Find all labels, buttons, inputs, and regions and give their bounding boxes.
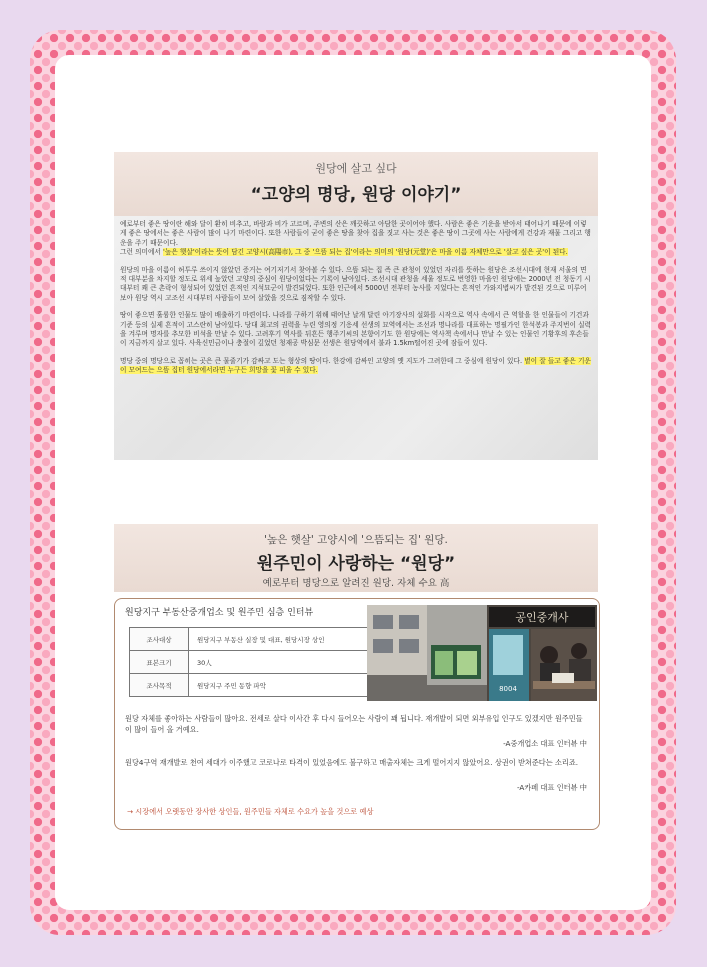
section2-subtitle: '높은 햇살' 고양시에 '으뜸되는 집' 원당.: [264, 534, 448, 546]
section1-title: “고양의 명당, 원당 이야기”: [250, 185, 462, 205]
section1-body: [114, 216, 598, 460]
table-key: 조사대상: [130, 628, 189, 651]
realtor-office-photo: [367, 605, 597, 701]
photo-number-text: 8004: [499, 685, 517, 693]
section2-header: [114, 524, 598, 592]
story-paragraph-2: 원당의 마을 이름이 허투루 쓰이지 않았던 증거는 여기저기서 찾아볼 수 있다. 으뜸 되는 집 즉 큰 관청이 있었던 자리를 뜻하는 원당은 조선시대에 현재 서울의 면적 대부분을 차지할 정도로 위세 높았던 고양의 중심이 원당이었다는 기록이 남아있다. 조선시대 관청을 세울 정도로 번영한 마을인 원당에는 2000년 전 청동기 시대부터 꽤 큰 촌락이 형성되어 있었던 흔적인 지석묘군이 발견되었다. 또한 인근에서 5000년 전부터 농사를 지었다는 흔적인 가와지볍씨가 발견된 것으로 미루어보아 원당 역시 고조선 시대부터 사람들이 모여 살았을 것으로 짐작할 수 있다.: [120, 265, 591, 302]
interview-box: [114, 598, 600, 830]
table-key: 조사목적: [130, 674, 189, 697]
highlight-text: '높은 햇살'이라는 뜻이 담긴 고양시(高陽市), 그 중 '으뜸 되는 집'이라는 의미의 '원당(元堂)'은 마을 이름 자체만으로 '살고 싶은 곳'이 된다.: [163, 248, 568, 257]
survey-title: 원당지구 부동산중개업소 및 원주민 심층 인터뷰: [125, 608, 314, 618]
section2-title: 원주민이 사랑하는 “원당”: [256, 554, 456, 574]
section1-subtitle: 원당에 살고 싶다: [315, 162, 397, 175]
conclusion-text: → 시장에서 오랫동안 장사한 상인들, 원주민들 자체로 수요가 높을 것으로 예상: [127, 807, 374, 816]
interview-quote-1: 원당 자체를 좋아하는 사람들이 많아요. 전세로 살다 이사간 후 다시 들어오는 사람이 꽤 됩니다. 재개발이 되면 외부유입 인구도 있겠지만 원주민들이 많이 들어 올 거예요.: [125, 714, 583, 734]
interview-source-1: -A중개업소 대표 인터뷰 中: [503, 739, 587, 748]
story-paragraph-3: 땅이 좋으면 훌륭한 인물도 많이 배출하기 마련이다. 나라를 구하기 위해 태어난 날개 달린 아기장사의 설화를 시작으로 역사 속에서 큰 역할을 한 인물들이 기건과 기준 등의 실제 흔적이 고스란히 남아있다. 당대 최고의 권력을 누린 영의정 기응세 선생의 묘역에서는 조선과 명나라를 대표하는 명필가인 한석봉과 주지번이 실력을 겨루며 명자를 추모한 비석을 만날 수 있다. 고려후기 역사를 뒤흔든 행주기씨의 본향이기도 한 원당에는 역사책 속에서나 만날 수 있는 인물인 기황후의 후손들이 지금까지 살고 있다. 사육신민금이나 충절이 깊었던 청재공 박심문 선생은 원당역에서 불과 1.5km떨어진 곳에 잠들어 있다.: [120, 311, 592, 348]
story-paragraph-4: 명당 중의 명당으로 꼽히는 곳은 큰 물줄기가 감싸고 도는 형상의 땅이다. 한강에 감싸인 고양의 옛 지도가 그려한데 그 중심에 원당이 있다. 볕이 잘 들고 좋은 기운이 모여드는 으뜸 집터 원당에서라면 누구든 희망을 꽃 피울 수 있다.: [120, 356, 591, 375]
photo-illustration: [367, 605, 597, 701]
section1-header: [114, 152, 598, 216]
table-value: 원당지구 부동산 실장 및 대표, 원당시장 상인: [189, 628, 461, 651]
photo-sign-text: 공인중개사: [515, 611, 569, 624]
interview-quote-2: 원당4구역 재개발로 천여 세대가 이주했고 코로나로 타격이 있었음에도 불구하고 매출자체는 크게 떨어지지 않았어요. 상권이 받쳐준다는 소리죠.: [125, 758, 579, 767]
section2-tagline: 예로부터 명당으로 알려진 원당. 자체 수요 高: [262, 578, 450, 589]
table-value: 원당지구 주민 동향 파악: [189, 674, 461, 697]
table-key: 표본크기: [130, 651, 189, 674]
story-paragraph-1: 예로부터 좋은 땅이란 해와 달이 환히 비추고, 바람과 비가 고르며, 주변의 산은 깨끗하고 아담한 곳이어야 했다. 사람은 좋은 기운을 받아서 태어나기 때문에 이렇게 좋은 땅에서는 좋은 사람이 많이 나기 마련이다. 또한 사람들이 굳이 좋은 땅을 찾아 집을 짓고 사는 것은 좋은 땅이 그곳에 사는 사람에게 건강과 재물 그리고 행운을 주기 때문이다. 그런 의미에서 '높은 햇살'이라는 뜻이 담긴 고양시(高陽市), 그 중 '으뜸 되는 집'이라는 의미의 '원당(元堂)'은 마을 이름 자체만으로 '살고 싶은 곳'이 된다.: [120, 220, 591, 257]
highlight-text: 볕이 잘 들고 좋은 기운이 모여드는 으뜸 집터 원당에서라면 누구든 희망을 꽃 피울 수 있다.: [120, 356, 591, 375]
interview-source-2: -A카페 대표 인터뷰 中: [517, 783, 587, 792]
table-value: 30人: [189, 651, 461, 674]
